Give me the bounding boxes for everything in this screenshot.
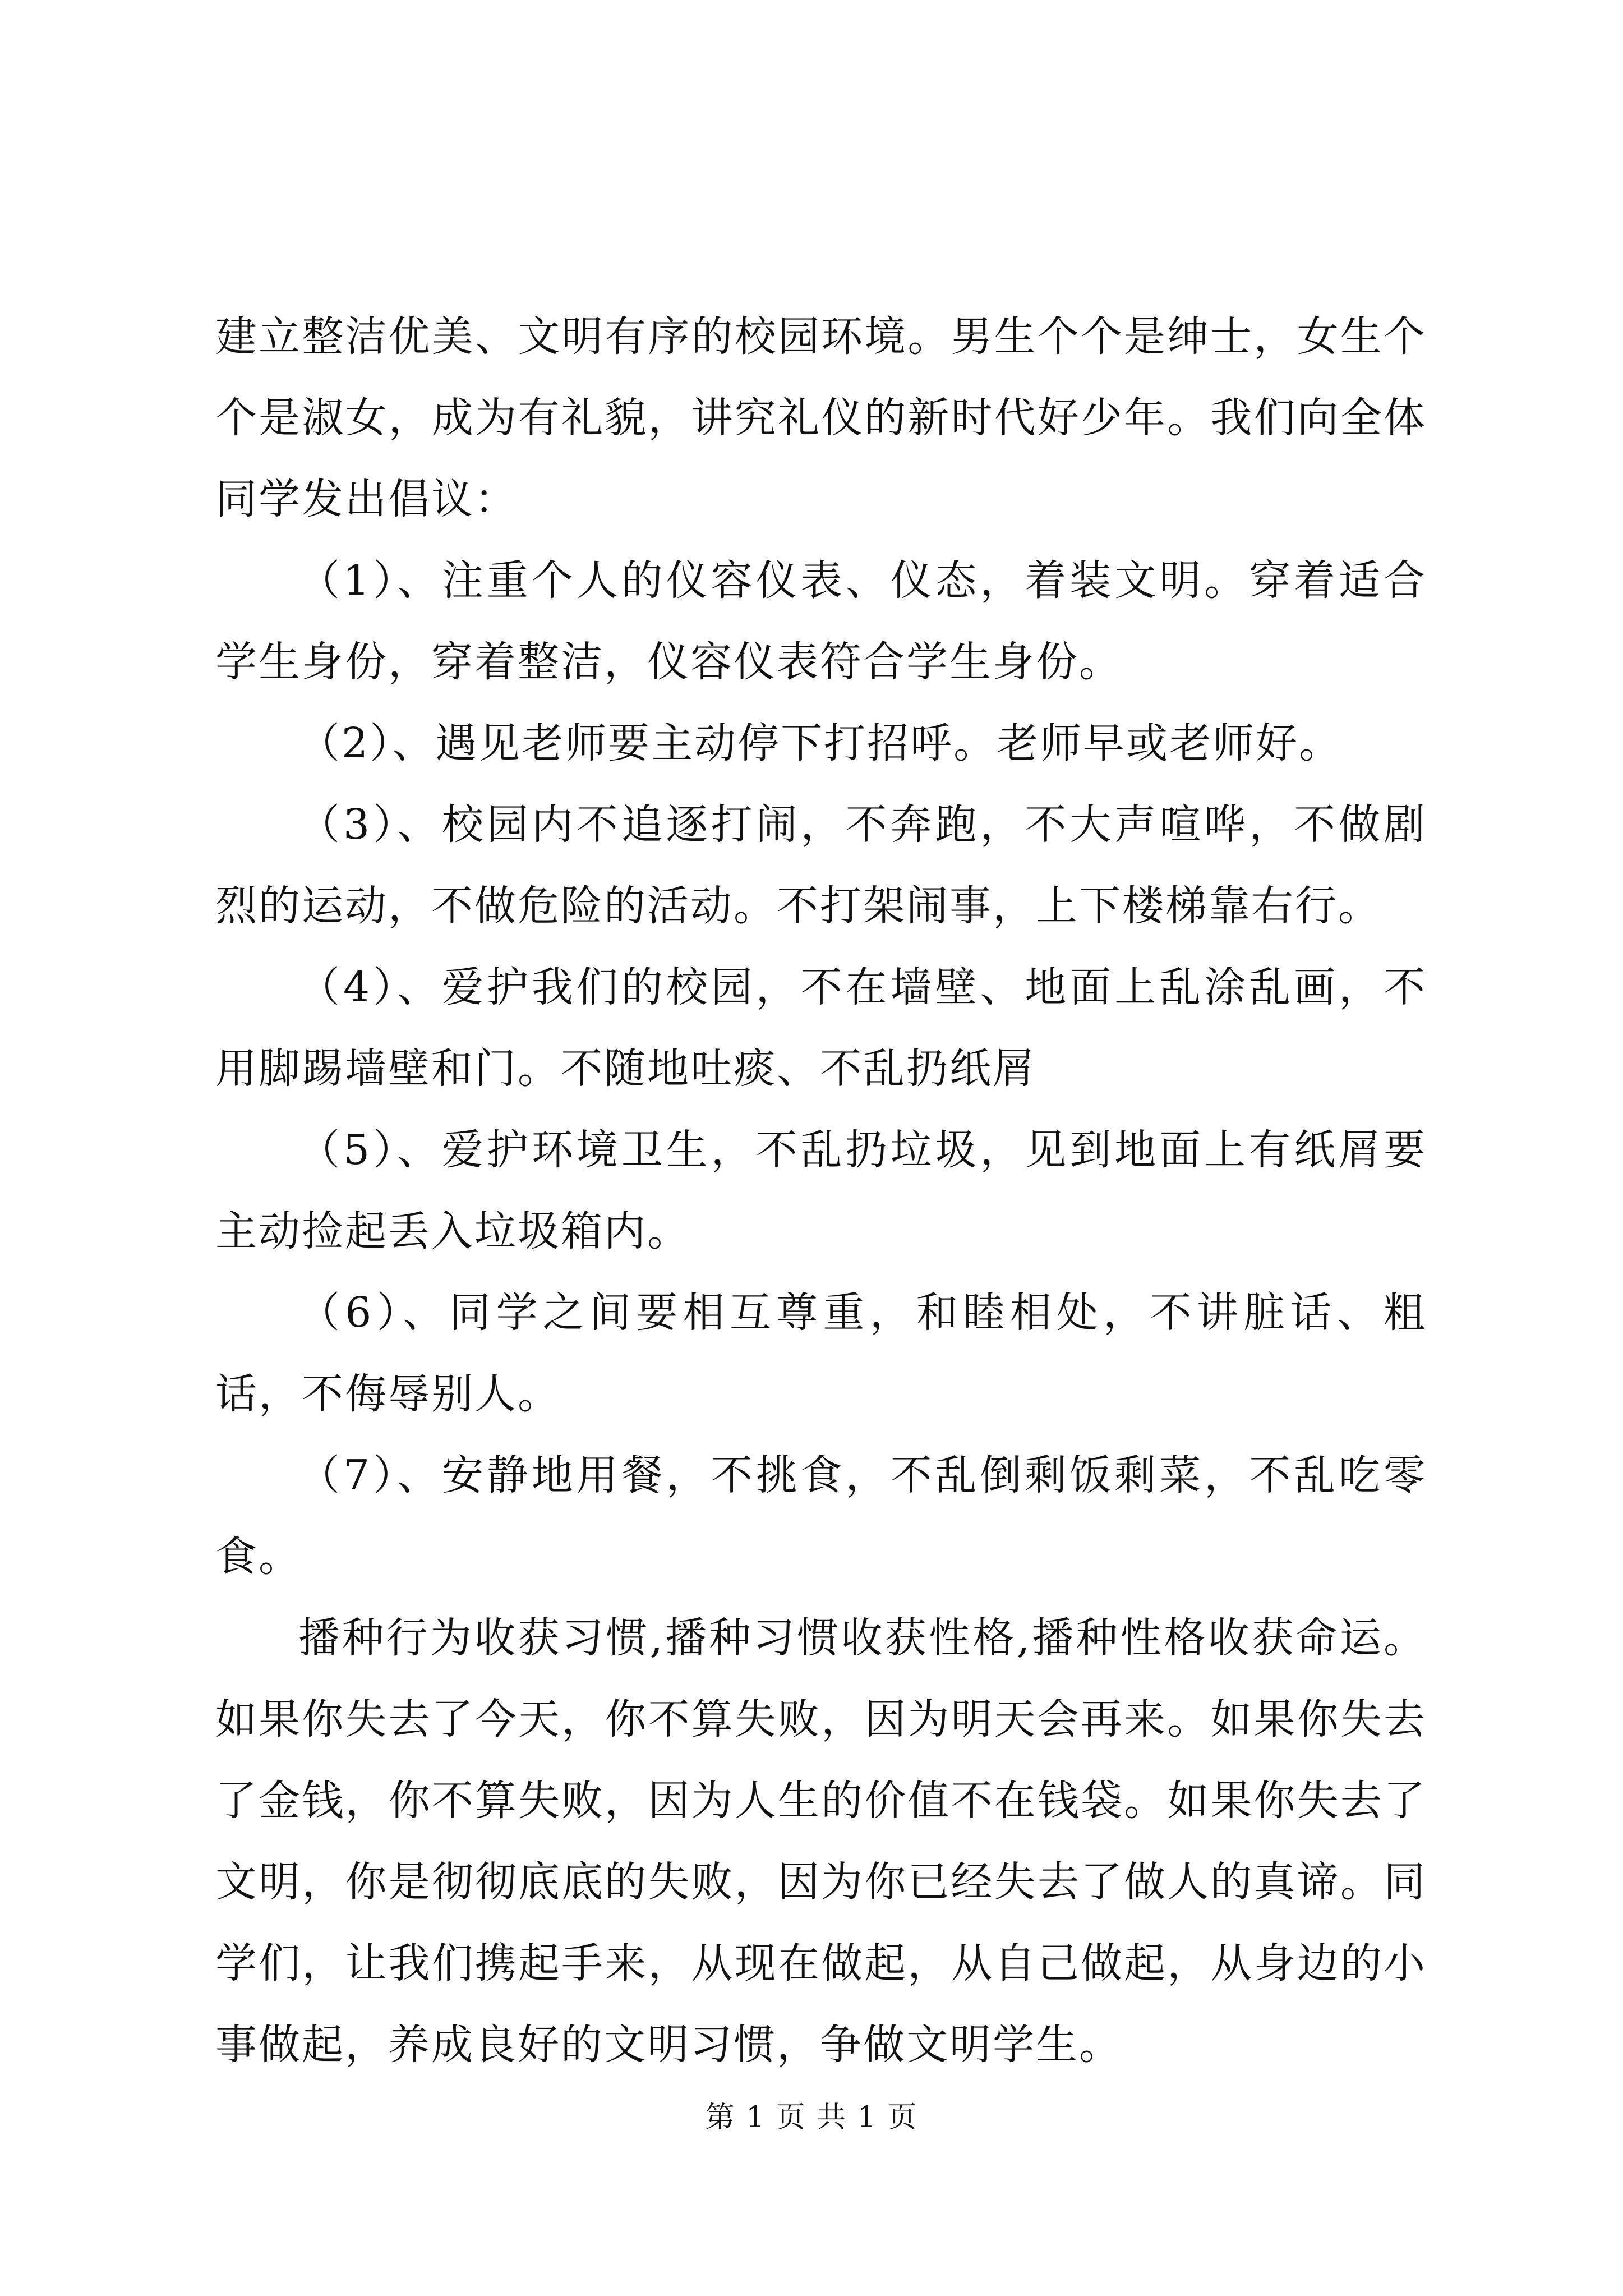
page-number-footer: 第 1 页 共 1 页 bbox=[705, 2101, 918, 2134]
proposal-item-7: （7）、安静地用餐，不挑食，不乱倒剩饭剩菜，不乱吃零食。 bbox=[215, 1451, 1427, 1581]
document-body bbox=[215, 296, 1427, 2086]
proposal-item-6: （6）、同学之间要相互尊重，和睦相处，不讲脏话、粗话，不侮辱别人。 bbox=[215, 1289, 1427, 1418]
proposal-item-2: （2）、遇见老师要主动停下打招呼。老师早或老师好。 bbox=[298, 719, 1343, 767]
proposal-item-1: （1）、注重个人的仪容仪表、仪态，着装文明。穿着适合学生身份，穿着整洁，仪容仪表符合学生身份。 bbox=[215, 556, 1427, 686]
proposal-item-3: （3）、校园内不追逐打闹，不奔跑，不大声喧哗，不做剧烈的运动，不做危险的活动。不打架闹事，上下楼梯靠右行。 bbox=[215, 800, 1427, 930]
proposal-item-4: （4）、爱护我们的校园，不在墙壁、地面上乱涂乱画，不用脚踢墙壁和门。不随地吐痰、不乱扔纸屑 bbox=[215, 963, 1427, 1093]
closing-paragraph: 播种行为收获习惯,播种习惯收获性格,播种性格收获命运。如果你失去了今天，你不算失败，因为明天会再来。如果你失去了金钱，你不算失败，因为人生的价值不在钱袋。如果你失去了文明，你是彻彻底底的失败，因为你已经失去了做人的真谛。同学们，让我们携起手来，从现在做起，从自己做起，从身边的小事做起，养成良好的文明习惯，争做文明学生。 bbox=[215, 1614, 1427, 2069]
proposal-item-5: （5）、爱护环境卫生，不乱扔垃圾，见到地面上有纸屑要主动捡起丢入垃圾箱内。 bbox=[215, 1126, 1427, 1255]
intro-paragraph: 建立整洁优美、文明有序的校园环境。男生个个是绅士，女生个个是淑女，成为有礼貌，讲究礼仪的新时代好少年。我们向全体同学发出倡议： bbox=[215, 312, 1427, 523]
